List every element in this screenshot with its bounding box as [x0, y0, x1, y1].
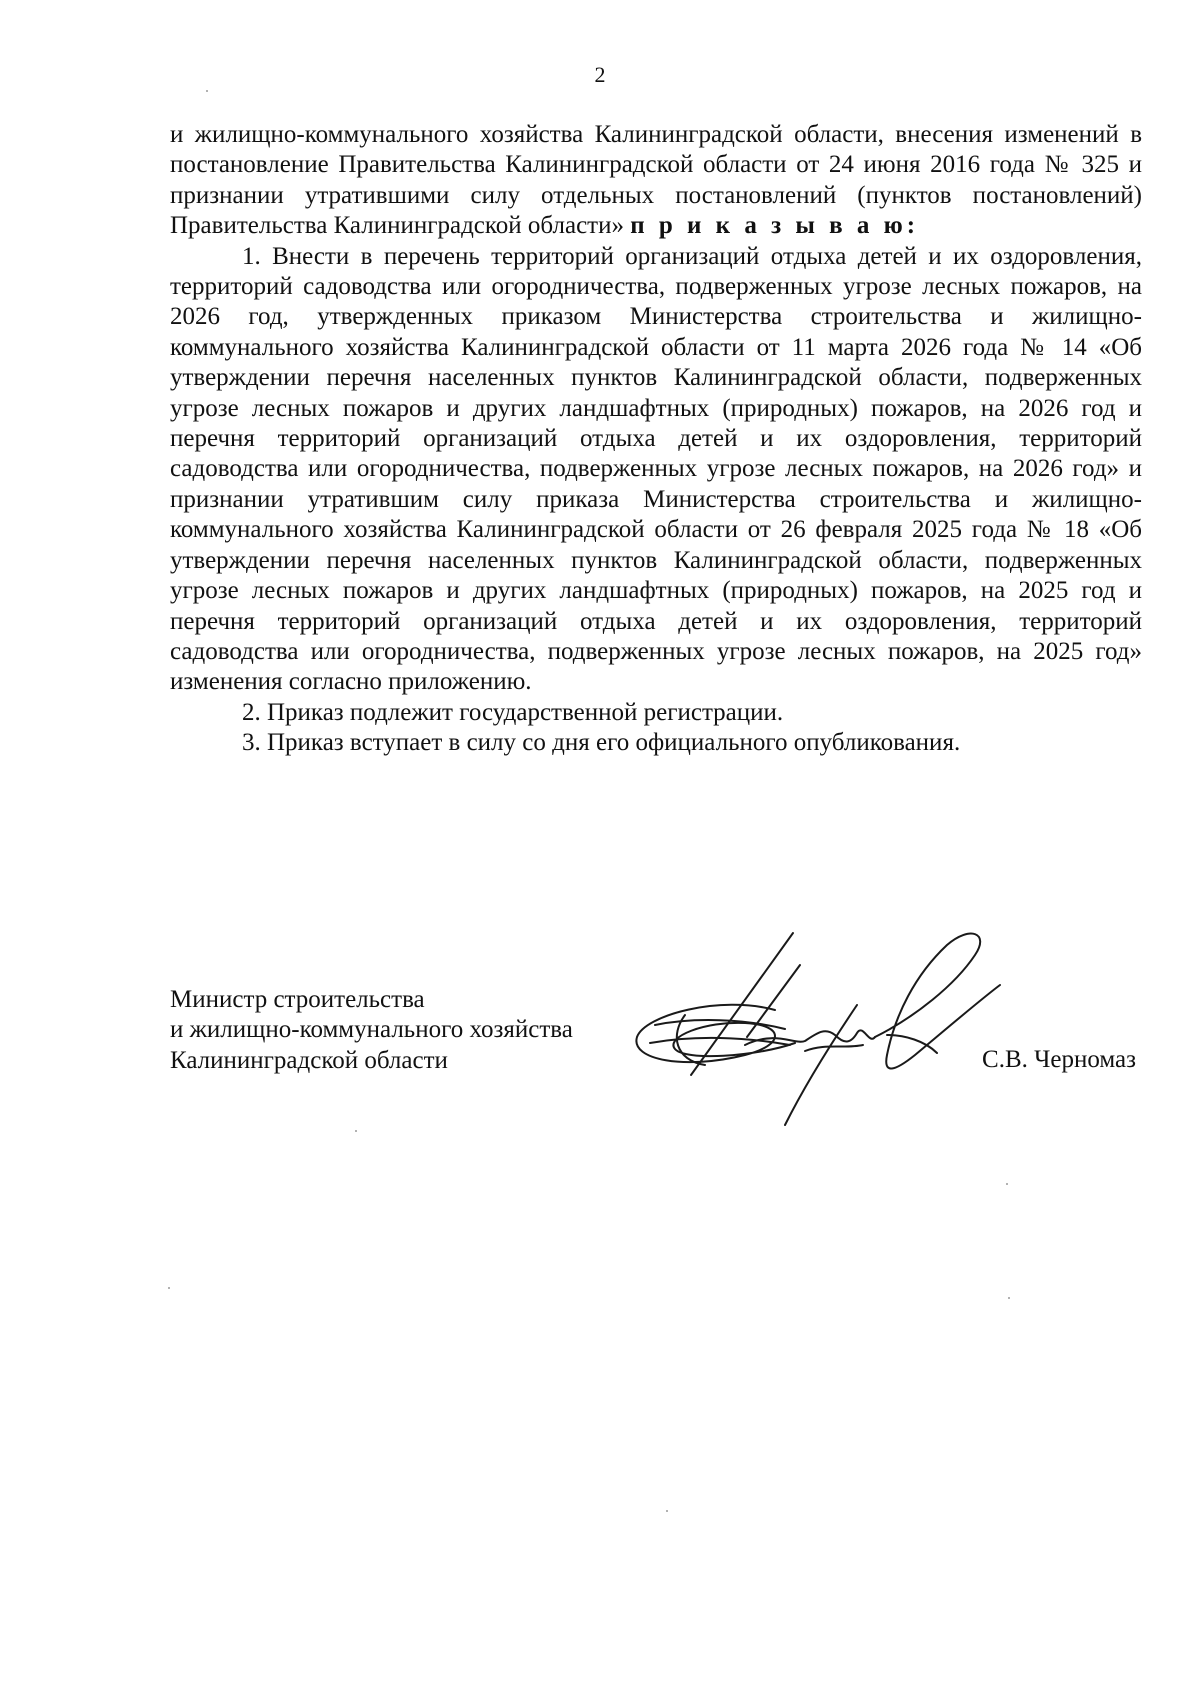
page-number: 2 — [594, 62, 606, 87]
scan-speck — [168, 1287, 170, 1289]
scan-speck — [666, 1510, 668, 1512]
intro-paragraph — [170, 120, 1142, 242]
signer-position-line-3: Калининградской области — [170, 1046, 448, 1074]
intro-text: и жилищно-коммунального хозяйства Калининградской области, внесения изменений в постановление Правительства Калининградской области от 24 июня 2016 года № 325 и признании утратившими силу отдельных постановлений (пунктов постановлений) Правительства Калининградской области» — [170, 121, 1142, 240]
scan-speck — [206, 90, 208, 92]
handwritten-signature — [625, 925, 1055, 1130]
signer-position — [170, 985, 640, 1076]
directive-word: п р и к а з ы в а ю: — [630, 212, 920, 240]
document-body — [170, 120, 1142, 759]
scan-speck — [355, 1130, 357, 1132]
signer-position-line-2: и жилищно-коммунального хозяйства — [170, 1016, 573, 1044]
item-1-paragraph: 1. Внести в перечень территорий организаций отдыха детей и их оздоровления, территорий садоводства или огородничества, подверженных угрозе лесных пожаров, на 2026 год, утвержденных приказом Министерства строительства и жилищно-коммунального хозяйства Калининградской области от 11 марта 2026 года № 14 «Об утверждении перечня населенных пунктов Калининградской области, подверженных угрозе лесных пожаров и других ландшафтных (природных) пожаров, на 2026 год и перечня территорий организаций отдыха детей и их оздоровления, территорий садоводства или огородничества, подверженных угрозе лесных пожаров, на 2026 год» и признании утратившим силу приказа Министерства строительства и жилищно-коммунального хозяйства Калининградской области от 26 февраля 2025 года № 18 «Об утверждении перечня населенных пунктов Калининградской области, подверженных угрозе лесных пожаров и других ландшафтных (природных) пожаров, на 2025 год и перечня территорий организаций отдыха детей и их оздоровления, территорий садоводства или огородничества, подверженных угрозе лесных пожаров, на 2025 год» изменения согласно приложению. — [170, 242, 1142, 696]
item-3-paragraph: 3. Приказ вступает в силу со дня его официального опубликования. — [242, 729, 961, 757]
signer-position-line-1: Министр строительства — [170, 986, 425, 1013]
signer-name: С.В. Черномаз — [982, 1046, 1136, 1073]
item-2-paragraph: 2. Приказ подлежит государственной регистрации. — [242, 698, 784, 726]
scan-speck — [1006, 1183, 1008, 1185]
scan-speck — [1008, 1297, 1010, 1299]
